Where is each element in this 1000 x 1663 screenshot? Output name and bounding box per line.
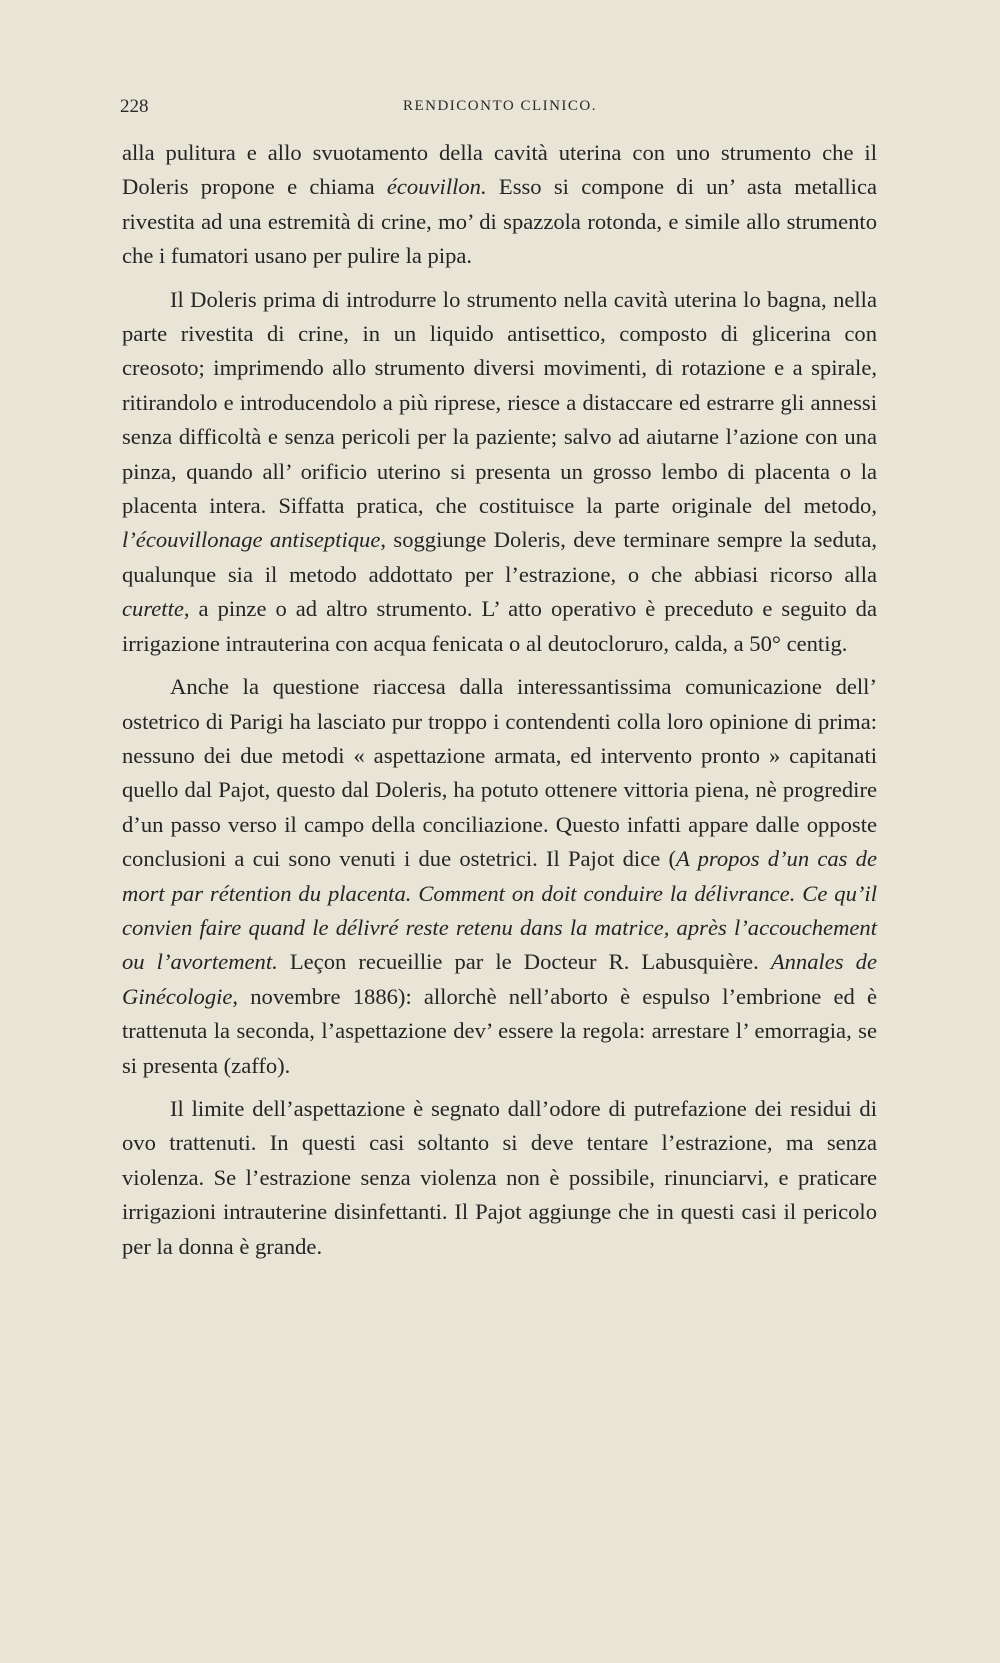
italic-text: A propos d’un cas de mort par rétention du placenta. Comment on doit conduire la délivrance. Ce qu’il convien faire quand le délivré reste retenu dans la matrice, après l’accouchement ou l’avortement. bbox=[122, 846, 878, 975]
text-run: , a pinze o ad altro strumento. L’ atto operativo è preceduto e seguito da irrigazione intrauterina con acqua fenicata o al deutocloruro, calda, a 50° centig. bbox=[122, 596, 877, 656]
italic-text: l’écouvillonage antiseptique bbox=[122, 527, 381, 553]
text-run: alla pulitura e allo svuotamento della cavità uterina con uno strumento che il Doleris propone e chiama bbox=[122, 140, 877, 200]
paragraph-p2 bbox=[122, 283, 877, 661]
italic-text: Annales de Ginécologie bbox=[122, 949, 878, 1009]
text-run: Esso si compone di un’ asta metallica rivestita ad una estremità di crine, mo’ di spazzola rotonda, e simile allo strumento che i fumatori usano per pulire la pipa. bbox=[122, 174, 878, 269]
paragraph-p3 bbox=[122, 670, 877, 1083]
text-run: Leçon recueillie par le Docteur R. Labusquière. bbox=[277, 949, 771, 975]
text-run: , novembre 1886): allorchè nell’aborto è espulso l’embrione ed è trattenuta la seconda, l’aspettazione dev’ essere la regola: arrestare l’ emorragia, se si presenta (zaffo). bbox=[122, 983, 877, 1078]
italic-text: curette bbox=[122, 596, 184, 622]
page-number: 228 bbox=[120, 96, 149, 117]
text-run: Il limite dell’aspettazione è segnato dall’odore di putrefazione dei residui di ovo trattenuti. In questi casi soltanto si deve tentare l’estrazione, ma senza violenza. Se l’estrazione senza violenza non è possibile, rinunciarvi, e praticare irrigazioni intrauterine disinfettanti. Il Pajot aggiunge che in questi casi il pericolo per la donna è grande. bbox=[122, 1095, 877, 1259]
running-head: RENDICONTO CLINICO. bbox=[402, 98, 598, 114]
italic-text: écouvillon. bbox=[386, 174, 487, 200]
text-run: Il Doleris prima di introdurre lo strumento nella cavità uterina lo bagna, nella parte rivestita di crine, in un liquido antisettico, composto di glicerina con creosoto; imprimendo allo strumento diversi movimenti, di rotazione e a spirale, ritirandolo e introducendolo a più riprese, riesce a distaccare ed estrarre gli annessi senza difficoltà e senza pericoli per la paziente; salvo ad aiutarne l’azione con una pinza, quando all’ orificio uterino si presenta un grosso lembo di placenta o la placenta intera. Siffatta pratica, che costituisce la parte originale del metodo, bbox=[122, 286, 877, 519]
text-run: Anche la questione riaccesa dalla interessantissima comunicazione dell’ ostetrico di Parigi ha lasciato pur troppo i contendenti colla loro opinione di prima: nessuno dei due metodi « aspettazione armata, ed intervento pronto » capitanati quello dal Pajot, questo dal Doleris, ha potuto ottenere vittoria piena, nè progredire d’un passo verso il campo della conciliazione. Questo infatti appare dalle opposte conclusioni a cui sono venuti i due ostetrici. Il Pajot dice ( bbox=[122, 674, 877, 872]
body-text bbox=[122, 136, 877, 1273]
paragraph-p4 bbox=[122, 1092, 877, 1264]
paragraph-p1 bbox=[122, 136, 877, 274]
page-header bbox=[120, 96, 880, 126]
text-run: , soggiunge Doleris, deve terminare sempre la seduta, qualunque sia il metodo addottato per l’estrazione, o che abbiasi ricorso alla bbox=[122, 527, 877, 587]
